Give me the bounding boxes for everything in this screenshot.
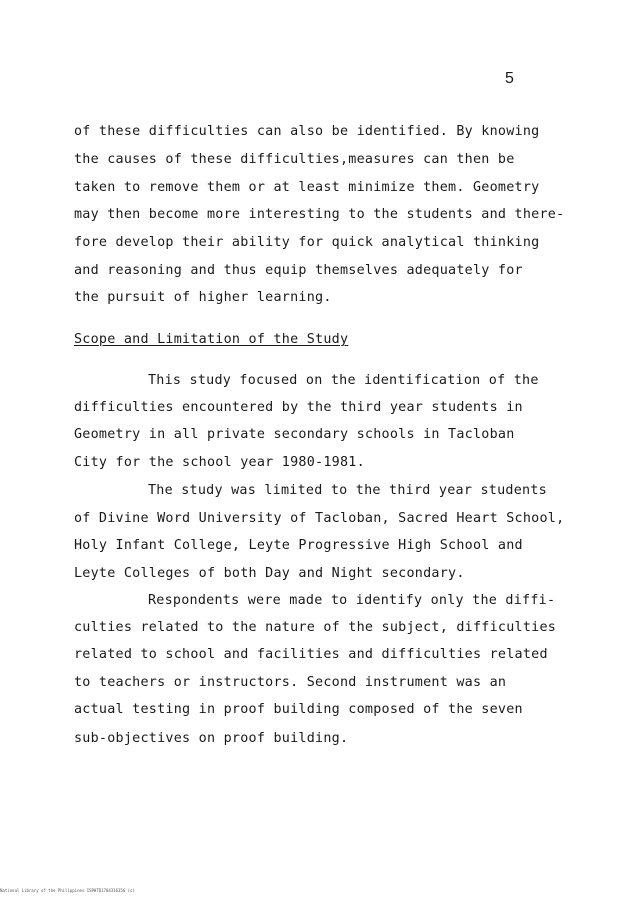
text-line: the causes of these difficulties,measures can then be xyxy=(74,152,515,167)
text-line: and reasoning and thus equip themselves adequately for xyxy=(74,263,523,278)
text-line: difficulties encountered by the third year students in xyxy=(74,400,523,415)
text-line: culties related to the nature of the subject, difficulties xyxy=(74,620,557,635)
text-line: Respondents were made to identify only the diffi- xyxy=(148,593,556,608)
text-line: of these difficulties can also be identified. By knowing xyxy=(74,124,540,139)
page-number: 5 xyxy=(505,70,514,87)
text-line: the pursuit of higher learning. xyxy=(74,290,332,305)
text-line: sub-objectives on proof building. xyxy=(74,731,349,746)
text-line: to teachers or instructors. Second instrument was an xyxy=(74,675,507,690)
text-line: Holy Infant College, Leyte Progressive High School and xyxy=(74,538,523,553)
text-line: taken to remove them or at least minimize them. Geometry xyxy=(74,180,540,195)
text-line: actual testing in proof building composed of the seven xyxy=(74,702,523,717)
section-heading: Scope and Limitation of the Study xyxy=(74,332,349,347)
text-line: Geometry in all private secondary schools in Tacloban xyxy=(74,427,515,442)
text-line: The study was limited to the third year students xyxy=(148,483,547,498)
text-line: may then become more interesting to the students and there- xyxy=(74,207,565,222)
text-line: City for the school year 1980-1981. xyxy=(74,455,365,470)
text-line: Leyte Colleges of both Day and Night secondary. xyxy=(74,566,465,581)
footer-watermark: National Library of the Philippines ISPHTD1704316356 (c) xyxy=(0,888,135,893)
text-line: of Divine Word University of Tacloban, Sacred Heart School, xyxy=(74,511,565,526)
text-line: fore develop their ability for quick analytical thinking xyxy=(74,235,540,250)
text-line: related to school and facilities and difficulties related xyxy=(74,647,548,662)
text-line: This study focused on the identification of the xyxy=(148,373,539,388)
